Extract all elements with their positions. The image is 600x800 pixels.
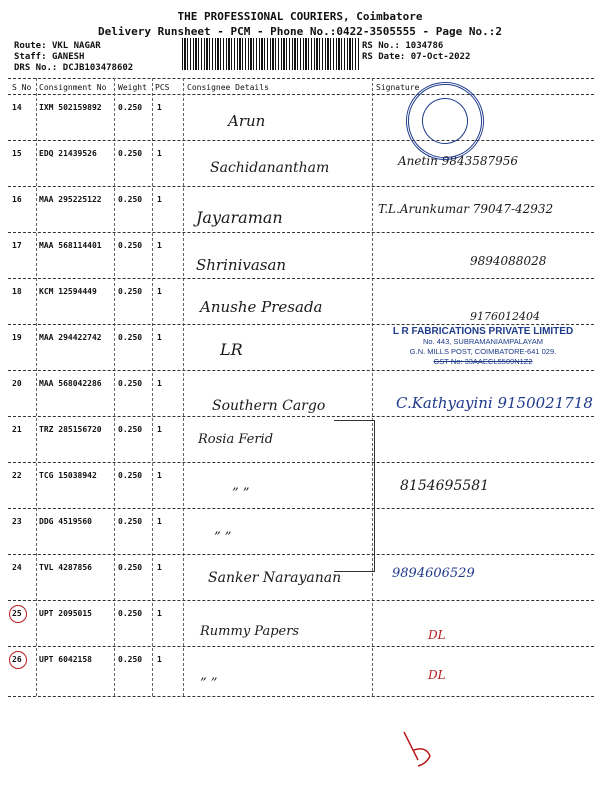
row-consignment: DDG 4519560 xyxy=(39,517,92,526)
row-weight: 0.250 xyxy=(118,333,143,342)
row-consignment: KCM 12594449 xyxy=(39,287,97,296)
row-consignment: UPT 6042158 xyxy=(39,655,92,664)
column-header-weight: Weight xyxy=(118,83,147,92)
drs-line xyxy=(14,63,133,73)
row-signature-handwritten: Anetin 9843587956 xyxy=(398,154,519,168)
row-pcs: 1 xyxy=(157,471,162,480)
row-consignment: TCG 15038942 xyxy=(39,471,97,480)
row-consignment: MAA 295225122 xyxy=(39,195,102,204)
drs-value: DCJB103478602 xyxy=(62,63,134,73)
column-header-sno: S No xyxy=(12,83,32,92)
row-weight: 0.250 xyxy=(118,241,143,250)
row-sno: 19 xyxy=(12,333,22,342)
staff-value: GANESH xyxy=(51,52,85,62)
rs-no-label: RS No.: xyxy=(362,41,400,51)
drs-label: DRS No.: xyxy=(14,63,58,73)
row-weight: 0.250 xyxy=(118,195,143,204)
column-divider xyxy=(36,78,37,696)
company-stamp xyxy=(378,326,588,366)
row-separator xyxy=(8,370,594,371)
row-pcs: 1 xyxy=(157,287,162,296)
row-sno: 15 xyxy=(12,149,22,158)
row-consignee-ditto: ” ” xyxy=(200,676,218,691)
row-consignment: MAA 568114401 xyxy=(39,241,102,250)
row-consignment: EDQ 21439526 xyxy=(39,149,97,158)
row-separator xyxy=(8,600,594,601)
row-consignee-handwritten: Southern Cargo xyxy=(212,398,326,414)
column-header-consignee: Consignee Details xyxy=(187,83,269,92)
row-sno: 14 xyxy=(12,103,22,112)
row-separator xyxy=(8,696,594,697)
row-weight: 0.250 xyxy=(118,517,143,526)
row-consignment: TVL 4287856 xyxy=(39,563,92,572)
column-header-consignment: Consignment No xyxy=(39,83,107,92)
row-signature-handwritten: 9176012404 xyxy=(470,310,540,323)
row-signature-handwritten: 9894606529 xyxy=(392,566,475,581)
rs-date-label: RS Date: xyxy=(362,52,406,62)
header-top-rule xyxy=(8,78,594,79)
row-consignment: MAA 568042286 xyxy=(39,379,102,388)
row-weight: 0.250 xyxy=(118,379,143,388)
company-stamp-name: L R FABRICATIONS PRIVATE LIMITED xyxy=(392,326,574,337)
row-consignee-handwritten: Anushe Presada xyxy=(200,298,323,316)
row-sno: 16 xyxy=(12,195,22,204)
company-stamp-address-line2: G.N. MILLS POST, COIMBATORE-641 029. xyxy=(409,347,557,356)
column-header-pcs: PCS xyxy=(155,83,170,92)
row-consignment: IXM 502159892 xyxy=(39,103,102,112)
row-consignee-handwritten: LR xyxy=(220,340,243,359)
column-divider xyxy=(372,78,373,696)
row-weight: 0.250 xyxy=(118,425,143,434)
row-consignee-handwritten: Rummy Papers xyxy=(200,624,300,639)
rs-no-line xyxy=(362,41,443,51)
row-sno: 25 xyxy=(12,609,22,618)
column-divider xyxy=(183,78,184,696)
row-consignee-ditto: ” ” xyxy=(232,486,250,501)
hand-drawn-bracket xyxy=(334,420,375,572)
row-pcs: 1 xyxy=(157,655,162,664)
row-weight: 0.250 xyxy=(118,655,143,664)
row-consignee-handwritten: Rosia Ferid xyxy=(198,432,274,447)
row-signature-handwritten: T.L.Arunkumar 79047-42932 xyxy=(378,202,554,216)
red-note: DL xyxy=(428,628,446,642)
route-value: VKL NAGAR xyxy=(51,41,101,51)
staff-label: Staff: xyxy=(14,52,47,62)
row-separator xyxy=(8,140,594,141)
route-label: Route: xyxy=(14,41,47,51)
row-sno: 17 xyxy=(12,241,22,250)
column-divider xyxy=(152,78,153,696)
row-consignee-handwritten: Shrinivasan xyxy=(196,256,287,274)
column-header-signature: Signature xyxy=(376,83,420,92)
row-separator xyxy=(8,186,594,187)
row-weight: 0.250 xyxy=(118,609,143,618)
row-pcs: 1 xyxy=(157,517,162,526)
row-separator xyxy=(8,554,594,555)
row-sno: 22 xyxy=(12,471,22,480)
row-weight: 0.250 xyxy=(118,471,143,480)
row-weight: 0.250 xyxy=(118,563,143,572)
row-separator xyxy=(8,278,594,279)
row-signature-handwritten: 9894088028 xyxy=(470,254,547,268)
row-sno: 18 xyxy=(12,287,22,296)
row-consignment: MAA 294422742 xyxy=(39,333,102,342)
row-sno: 24 xyxy=(12,563,22,572)
row-sno: 20 xyxy=(12,379,22,388)
row-pcs: 1 xyxy=(157,563,162,572)
row-consignee-handwritten: Sachidanantham xyxy=(210,160,330,176)
row-separator xyxy=(8,462,594,463)
row-weight: 0.250 xyxy=(118,103,143,112)
rs-no-value: 1034786 xyxy=(405,41,444,51)
row-pcs: 1 xyxy=(157,333,162,342)
rs-date-line xyxy=(362,52,470,62)
row-consignee-handwritten: Sanker Narayanan xyxy=(208,570,342,586)
row-pcs: 1 xyxy=(157,609,162,618)
barcode-image xyxy=(182,38,360,70)
row-consignee-ditto: ” ” xyxy=(214,530,232,545)
red-pen-mark xyxy=(396,720,446,770)
row-sno: 23 xyxy=(12,517,22,526)
row-pcs: 1 xyxy=(157,195,162,204)
row-sno: 21 xyxy=(12,425,22,434)
row-separator xyxy=(8,646,594,647)
row-consignee-handwritten: Jayaraman xyxy=(196,208,283,227)
row-sno: 26 xyxy=(12,655,22,664)
row-consignment: TRZ 285156720 xyxy=(39,425,102,434)
row-signature-handwritten: 8154695581 xyxy=(400,478,490,494)
row-separator xyxy=(8,324,594,325)
row-pcs: 1 xyxy=(157,103,162,112)
row-consignee-handwritten: Arun xyxy=(228,112,266,130)
row-pcs: 1 xyxy=(157,425,162,434)
row-separator xyxy=(8,232,594,233)
runsheet-title: THE PROFESSIONAL COURIERS, Coimbatore xyxy=(177,10,423,23)
route-line xyxy=(14,41,101,51)
row-separator xyxy=(8,416,594,417)
row-signature-handwritten: C.Kathyayini 9150021718 xyxy=(396,394,593,412)
row-weight: 0.250 xyxy=(118,149,143,158)
staff-line xyxy=(14,52,84,62)
row-pcs: 1 xyxy=(157,241,162,250)
company-stamp-address-line1: No. 443, SUBRAMANIAMPALAYAM xyxy=(422,337,544,346)
red-note: DL xyxy=(428,668,446,682)
row-separator xyxy=(8,508,594,509)
runsheet-subtitle: Delivery Runsheet - PCM - Phone No.:0422-3505555 - Page No.:2 xyxy=(98,25,502,38)
header-bottom-rule xyxy=(8,94,594,95)
row-pcs: 1 xyxy=(157,379,162,388)
column-divider xyxy=(114,78,115,696)
row-weight: 0.250 xyxy=(118,287,143,296)
row-consignment: UPT 2095015 xyxy=(39,609,92,618)
rs-date-value: 07-Oct-2022 xyxy=(410,52,471,62)
row-pcs: 1 xyxy=(157,149,162,158)
company-stamp-gst: GST No: 33AAECL5509N1Z2 xyxy=(433,357,533,366)
